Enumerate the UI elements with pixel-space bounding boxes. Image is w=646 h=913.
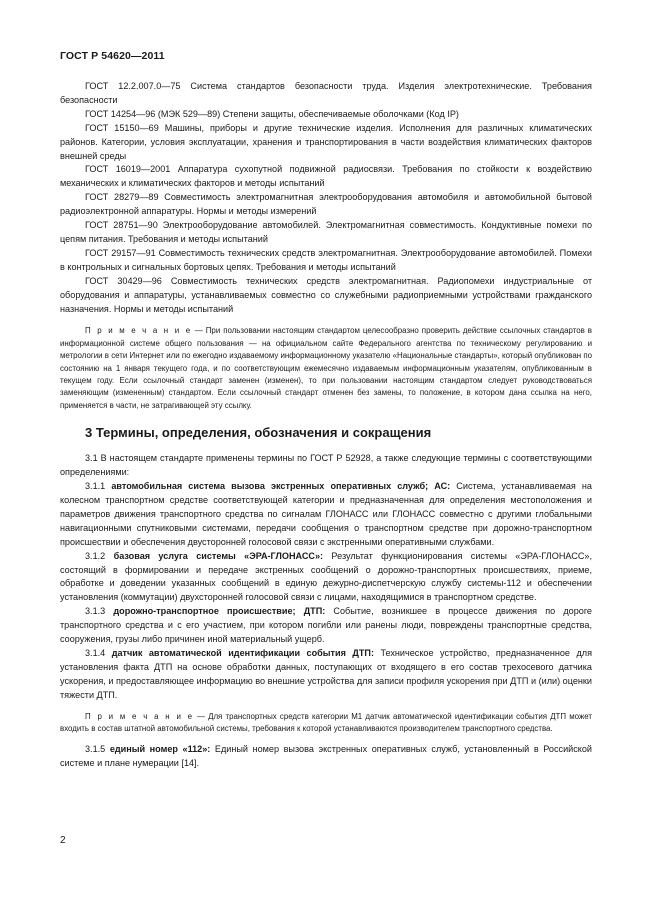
term-name: базовая услуга системы «ЭРА-ГЛОНАСС»: xyxy=(113,550,324,561)
ref-gost-14254: ГОСТ 14254—96 (МЭК 529—89) Степени защиты, обеспечиваемые оболочками (Код IP) xyxy=(85,108,459,119)
ref-gost-12-2-007-0: ГОСТ 12.2.007.0—75 Система стандартов безопасности труда. Изделия электротехнические. Требования безопасности xyxy=(60,81,592,105)
term-number: 3.1.3 xyxy=(85,606,114,617)
term-3-1-5 xyxy=(60,743,592,771)
paragraph-3-1: 3.1 В настоящем стандарте применены термины по ГОСТ Р 52928, а также следующие термины с соответствующими определениями: xyxy=(60,453,592,478)
term-name: единый номер «112»: xyxy=(109,744,211,755)
note-text: — Для транспортных средств категории М1 датчик автоматической идентификации события ДТП может входить в состав штатной автомобильной системы, требования к которой устанавливаются производителем транспортного средства. xyxy=(60,711,592,733)
term-number: 3.1.2 xyxy=(85,550,114,561)
term-name: автомобильная система вызова экстренных оперативных служб; АС: xyxy=(111,481,451,492)
ref-gost-30429: ГОСТ 30429—96 Совместимость технических средств электромагнитная. Радиопомехи индустриальные от оборудования и аппаратуры, устанавливаемых совместно со служебными радиоприемными устройствами гражданского назначения. Нормы и методы испытаний xyxy=(60,275,592,314)
page-number: 2 xyxy=(60,835,66,846)
note-text: — При пользовании настоящим стандартом целесообразно проверить действие ссылочных стандартов в информационной системе общего пользования — на официальном сайте Федерального агентства по техническому регулированию и метрологии в сети Интернет или по ежегодно издаваемому информационному указателю «Национальные стандарты», который опубликован по состоянию на 1 января текущего года, и по соответствующим ежемесячно издаваемым информационным указателям, опубликованным в текущем году. Если ссылочный стандарт заменен (изменен), то при пользовании настоящим стандартом следует руководствоваться заменяющим (измененным) стандартом. Если ссылочный стандарт отменен без замены, то положение, в котором дана ссылка на него, применяется в части, не затрагивающей эту ссылку. xyxy=(60,326,592,410)
note-label: П р и м е ч а н и е xyxy=(85,326,192,336)
ref-gost-16019: ГОСТ 16019—2001 Аппаратура сухопутной подвижной радиосвязи. Требования по стойкости к воздействию механических и климатических факторов и методы испытаний xyxy=(60,164,592,189)
term-definition: Единый номер вызова экстренных оперативных служб, установленный в Российской системе и плане нумерации [14]. xyxy=(60,744,592,769)
term-definition: Техническое устройство, предназначенное для установления факта ДТП на основе обработки данных, поступающих от входящего в его состав трехосевого датчика ускорения, и предоставляющее информацию во внешние устройства для записи профиля ускорения при ДТП и (или) оценки тяжести ДТП. xyxy=(60,647,592,700)
term-3-1-2 xyxy=(60,550,592,606)
term-number: 3.1.1 xyxy=(85,481,112,492)
ref-gost-28279: ГОСТ 28279—89 Совместимость электромагнитная электрооборудования автомобиля и автомобильной бытовой радиоэлектронной аппаратуры. Нормы и методы измерений xyxy=(60,192,592,217)
term-name: датчик автоматической идентификации события ДТП: xyxy=(111,647,374,658)
term-definition: Результат функционирования системы «ЭРА-ГЛОНАСС», состоящий в формировании и передаче экстренных сообщений о дорожно-транспортных происшествиях, приеме, обработке и доведении указанных сообщений в единую дежурно-диспетчерскую службу системы-112 и обеспечении установления (коммутации) двухсторонней голосовой связи с лицами, находящимися в транспортном средстве. xyxy=(60,550,592,603)
term-3-1-4 xyxy=(60,647,592,703)
term-number: 3.1.4 xyxy=(85,647,112,658)
term-3-1-3 xyxy=(60,605,592,647)
ref-gost-15150: ГОСТ 15150—69 Машины, приборы и другие технические изделия. Исполнения для различных климатических районов. Категории, условия эксплуатации, хранения и транспортирования в части воздействия климатических факторов внешней среды xyxy=(60,122,592,161)
page-header: ГОСТ Р 54620—2011 xyxy=(60,50,165,62)
term-definition: Система, устанавливаемая на колесном транспортном средстве соответствующей категории и предназначенная для определения местоположения и параметров движения транспортного средства по сигналам ГЛОНАСС или ГЛОНАСС совместно с другими глобальными навигационными спутниковыми системами, передачи сообщения о транспортном средстве при дорожно-транспортном происшествии и обеспечения двусторонней голосовой связи с экстренными оперативными службами. xyxy=(60,481,592,547)
term-number: 3.1.5 xyxy=(85,744,110,755)
note-label: П р и м е ч а н и е xyxy=(85,711,194,721)
term-definition: Событие, возникшее в процессе движения по дороге транспортного средства и с его участием, при котором погибли или ранены люди, повреждены транспортные средства, сооружения, грузы либо причинен иной материальный ущерб. xyxy=(60,606,592,645)
note-sensor xyxy=(60,711,592,736)
note-references xyxy=(60,325,592,412)
ref-gost-29157: ГОСТ 29157—91 Совместимость технических средств электромагнитная. Электрооборудование автомобилей. Помехи в контрольных и сигнальных бортовых цепях. Требования и методы испытаний xyxy=(60,247,592,272)
term-name: дорожно-транспортное происшествие; ДТП: xyxy=(113,606,326,617)
section-title: 3 Термины, определения, обозначения и сокращения xyxy=(85,425,432,441)
term-3-1-1 xyxy=(60,480,592,550)
page-body xyxy=(60,80,592,771)
ref-gost-28751: ГОСТ 28751—90 Электрооборудование автомобилей. Электромагнитная совместимость. Кондуктивные помехи по цепям питания. Требования и методы испытаний xyxy=(60,220,592,244)
